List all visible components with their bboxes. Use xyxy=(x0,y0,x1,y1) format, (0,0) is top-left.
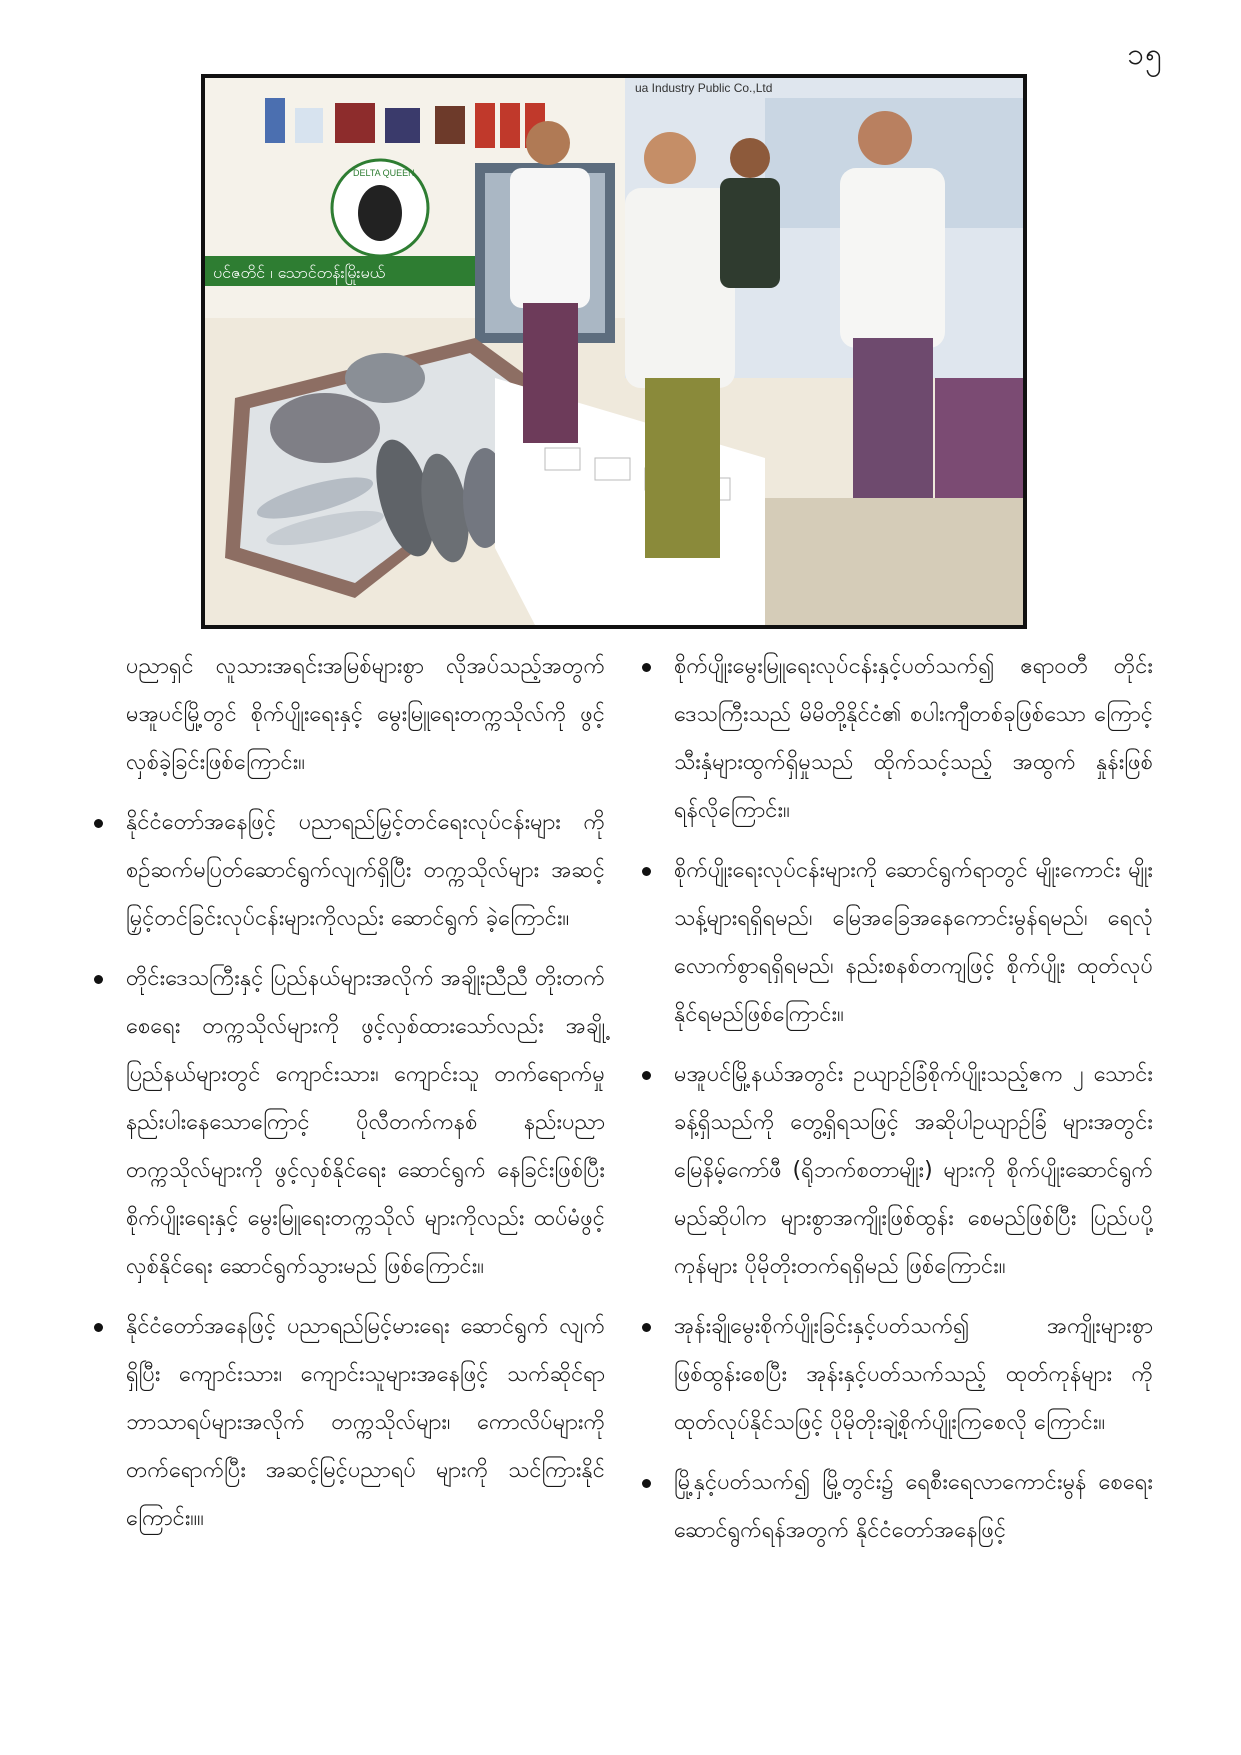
right-bullet-item-2: စိုက်ပျိုးရေးလုပ်ငန်းများကို ဆောင်ရွက်ရာတွင် မျိုးကောင်း မျိုးသန့်များရရှိရမည်၊ မြေအခြေအနေကောင်းမွန်ရမည်၊ ရေလုံလောက်စွာရရှိရမည်၊ နည်းစနစ်တကျဖြင့် စိုက်ပျိုး ထုတ်လုပ်နိုင်ရမည်ဖြစ်ကြောင်း။ xyxy=(638,847,1153,1039)
booth-banner-text: ပင်ဇတိင် ၊ သောင်တန်းမြိုးမယ် xyxy=(213,263,386,282)
logo-brand-text: DELTA QUEEN xyxy=(353,168,415,178)
left-bullet-item-2: တိုင်းဒေသကြီးနှင့် ပြည်နယ်များအလိုက် အချိုးညီညီ တိုးတက်စေရေး တက္ကသိုလ်များကို ဖွင့်လှစ်ထားသော်လည်း အချို့ပြည်နယ်များတွင် ကျောင်းသား၊ ကျောင်းသူ တက်ရောက်မှုနည်းပါးနေသောကြောင့် ပိုလီတက်ကနစ် နည်းပညာတက္ကသိုလ်များကို ဖွင့်လှစ်နိုင်ရေး ဆောင်ရွက် နေခြင်းဖြစ်ပြီး စိုက်ပျိုးရေးနှင့် မွေးမြူရေးတက္ကသိုလ် များကိုလည်း ထပ်မံဖွင့်လှစ်နိုင်ရေး ဆောင်ရွက်သွားမည် ဖြစ်ကြောင်း။ xyxy=(90,955,605,1291)
left-text-column xyxy=(90,643,605,1555)
right-text-column xyxy=(638,643,1153,1567)
page-number: ၁၅ xyxy=(1127,37,1163,72)
left-paragraph-1: ပညာရှင် လူသားအရင်းအမြစ်များစွာ လိုအပ်သည့်အတွက် မအူပင်မြို့တွင် စိုက်ပျိုးရေးနှင့် မွေးမြူရေးတက္ကသိုလ်ကို ဖွင့်လှစ်ခဲ့ခြင်းဖြစ်ကြောင်း။ xyxy=(126,654,605,775)
right-bullet-item-4: အုန်းချိုမွေးစိုက်ပျိုးခြင်းနှင့်ပတ်သက်၍ အကျိုးများစွာ ဖြစ်ထွန်းစေပြီး အုန်းနှင့်ပတ်သက်သည့် ထုတ်ကုန်များ ကို ထုတ်လုပ်နိုင်သဖြင့် ပိုမိုတိုးချဲ့စိုက်ပျိုးကြစေလို ကြောင်း။ xyxy=(638,1303,1153,1447)
news-photo xyxy=(201,74,1027,629)
left-bullet-item-3: နိုင်ငံတော်အနေဖြင့် ပညာရည်မြင့်မားရေး ဆောင်ရွက် လျက်ရှိပြီး ကျောင်းသား၊ ကျောင်းသူများအနေဖြင့် သက်ဆိုင်ရာဘာသာရပ်များအလိုက် တက္ကသိုလ်များ၊ ကောလိပ်များကို တက်ရောက်ပြီး အဆင့်မြင့်ပညာရပ် များကို သင်ကြားနိုင်ကြောင်း။။ xyxy=(90,1303,605,1543)
right-bullet-item-1: စိုက်ပျိုးမွေးမြူရေးလုပ်ငန်းနှင့်ပတ်သက်၍ ဧရာဝတီ တိုင်းဒေသကြီးသည် မိမိတို့နိုင်ငံ၏ စပါးကျီတစ်ခုဖြစ်သော ကြောင့် သီးနှံများထွက်ရှိမှုသည် ထိုက်သင့်သည့် အထွက် နှုန်းဖြစ်ရန်လိုကြောင်း။ xyxy=(638,643,1153,835)
right-bullet-item-5: မြို့နှင့်ပတ်သက်၍ မြို့တွင်း၌ ရေစီးရေလာကောင်းမွန် စေရေး ဆောင်ရွက်ရန်အတွက် နိုင်ငံတော်အနေဖြင့် xyxy=(638,1459,1153,1555)
right-bullet-item-3: မအူပင်မြို့နယ်အတွင်း ဥယျာဉ်ခြံစိုက်ပျိုးသည့်ဧက ၂ သောင်းခန့်ရှိသည်ကို တွေ့ရှိရသဖြင့် အဆိုပါဥယျာဉ်ခြံ များအတွင်း မြေနိမ့်ကော်ဖီ (ရိုဘက်စတာမျိုး) များကို စိုက်ပျိုးဆောင်ရွက်မည်ဆိုပါက များစွာအကျိုးဖြစ်ထွန်း စေမည်ဖြစ်ပြီး ပြည်ပပို့ကုန်များ ပိုမိုတိုးတက်ရရှိမည် ဖြစ်ကြောင်း။ xyxy=(638,1051,1153,1291)
left-bullet-item-1: နိုင်ငံတော်အနေဖြင့် ပညာရည်မြှင့်တင်ရေးလုပ်ငန်းများ ကို စဉ်ဆက်မပြတ်ဆောင်ရွက်လျက်ရှိပြီး တက္ကသိုလ်များ အဆင့်မြှင့်တင်ခြင်းလုပ်ငန်းများကိုလည်း ဆောင်ရွက် ခဲ့ကြောင်း။ xyxy=(90,799,605,943)
company-sign-text: ua Industry Public Co.,Ltd xyxy=(635,81,773,95)
